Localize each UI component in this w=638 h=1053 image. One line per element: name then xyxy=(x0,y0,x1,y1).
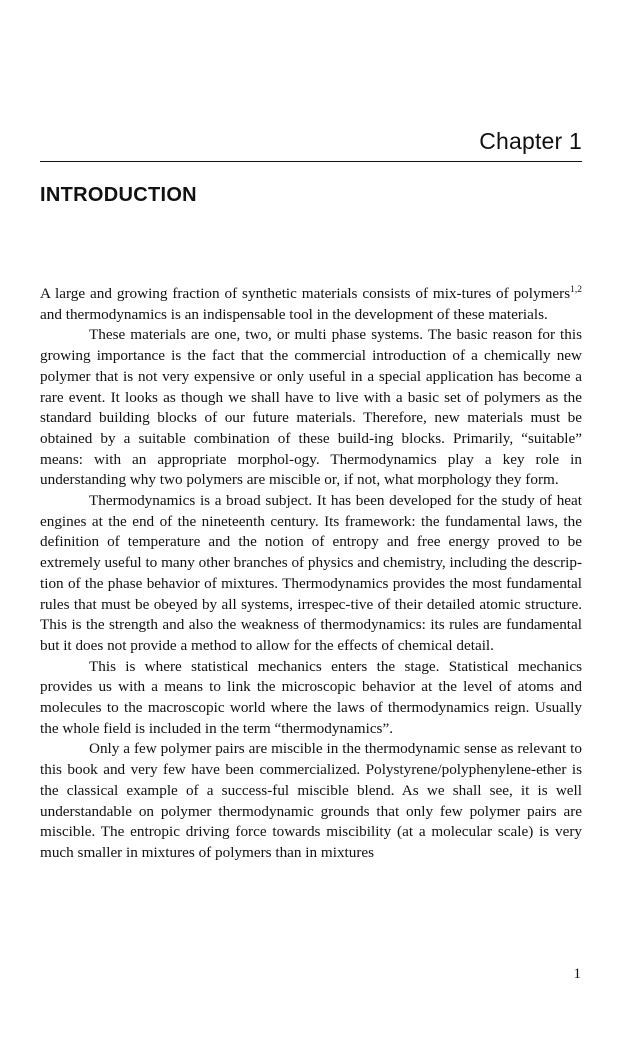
paragraph-5: Only a few polymer pairs are miscible in the thermodynamic sense as relevant to this book and very few have been commercialized. Polystyrene/polyphenylene-ether is the classical example of a success-ful miscible blend. As we shall see, it is well understandable on polymer thermodynamic grounds that only few polymer pairs are miscible. The entropic driving force towards miscibility (at a molecular scale) is very much smaller in mixtures of polymers than in mixtures xyxy=(40,740,582,861)
citation-superscript: 1,2 xyxy=(570,285,582,295)
paragraph-2: These materials are one, two, or multi phase systems. The basic reason for this growing importance is the fact that the commercial introduction of a chemically new polymer that is not very expensive or only useful in a special application has become a rare event. It looks as though we shall have to live with a basic set of polymers as the standard building blocks of our future materials. Therefore, new materials must be obtained by a suitable combination of these build-ing blocks. Primarily, “suitable” means: with an appropriate morphol-ogy. Thermodynamics play a key role in understanding why two polymers are miscible or, if not, what morphology they form. xyxy=(40,326,582,489)
paragraph-3: Thermodynamics is a broad subject. It has been developed for the study of heat engines at the end of the nineteenth century. Its framework: the fundamental laws, the definition of temperature and the notion of entropy and free energy proved to be extremely useful to many other branches of physics and chemistry, including the descrip-tion of the phase behavior of mixtures. Thermodynamics provides the most fundamental rules that must be obeyed by all systems, irrespec-tive of their detailed atomic structure. This is the strength and also the weakness of thermodynamics: its rules are fundamental but it does not provide a method to allow for the effects of chemical detail. xyxy=(40,492,582,654)
paragraph-1-text: A large and growing fraction of synthetic materials consists of mix-tures of polymers xyxy=(40,285,571,302)
chapter-label: Chapter 1 xyxy=(479,128,582,154)
page-number: 1 xyxy=(573,966,581,982)
paragraph-1 xyxy=(40,284,582,325)
body-text xyxy=(40,284,582,864)
chapter-rule xyxy=(40,161,582,162)
paragraph-4: This is where statistical mechanics enters the stage. Statistical mechanics provides us with a means to link the microscopic behavior at the level of atoms and molecules to the macroscopic world where the laws of thermodynamics reign. Usually the whole field is included in the term “thermodynamics”. xyxy=(40,657,582,737)
chapter-title: INTRODUCTION xyxy=(40,184,197,206)
paragraph-1-text-continued: and thermodynamics is an indispensable tool in the development of these materials. xyxy=(40,305,548,323)
